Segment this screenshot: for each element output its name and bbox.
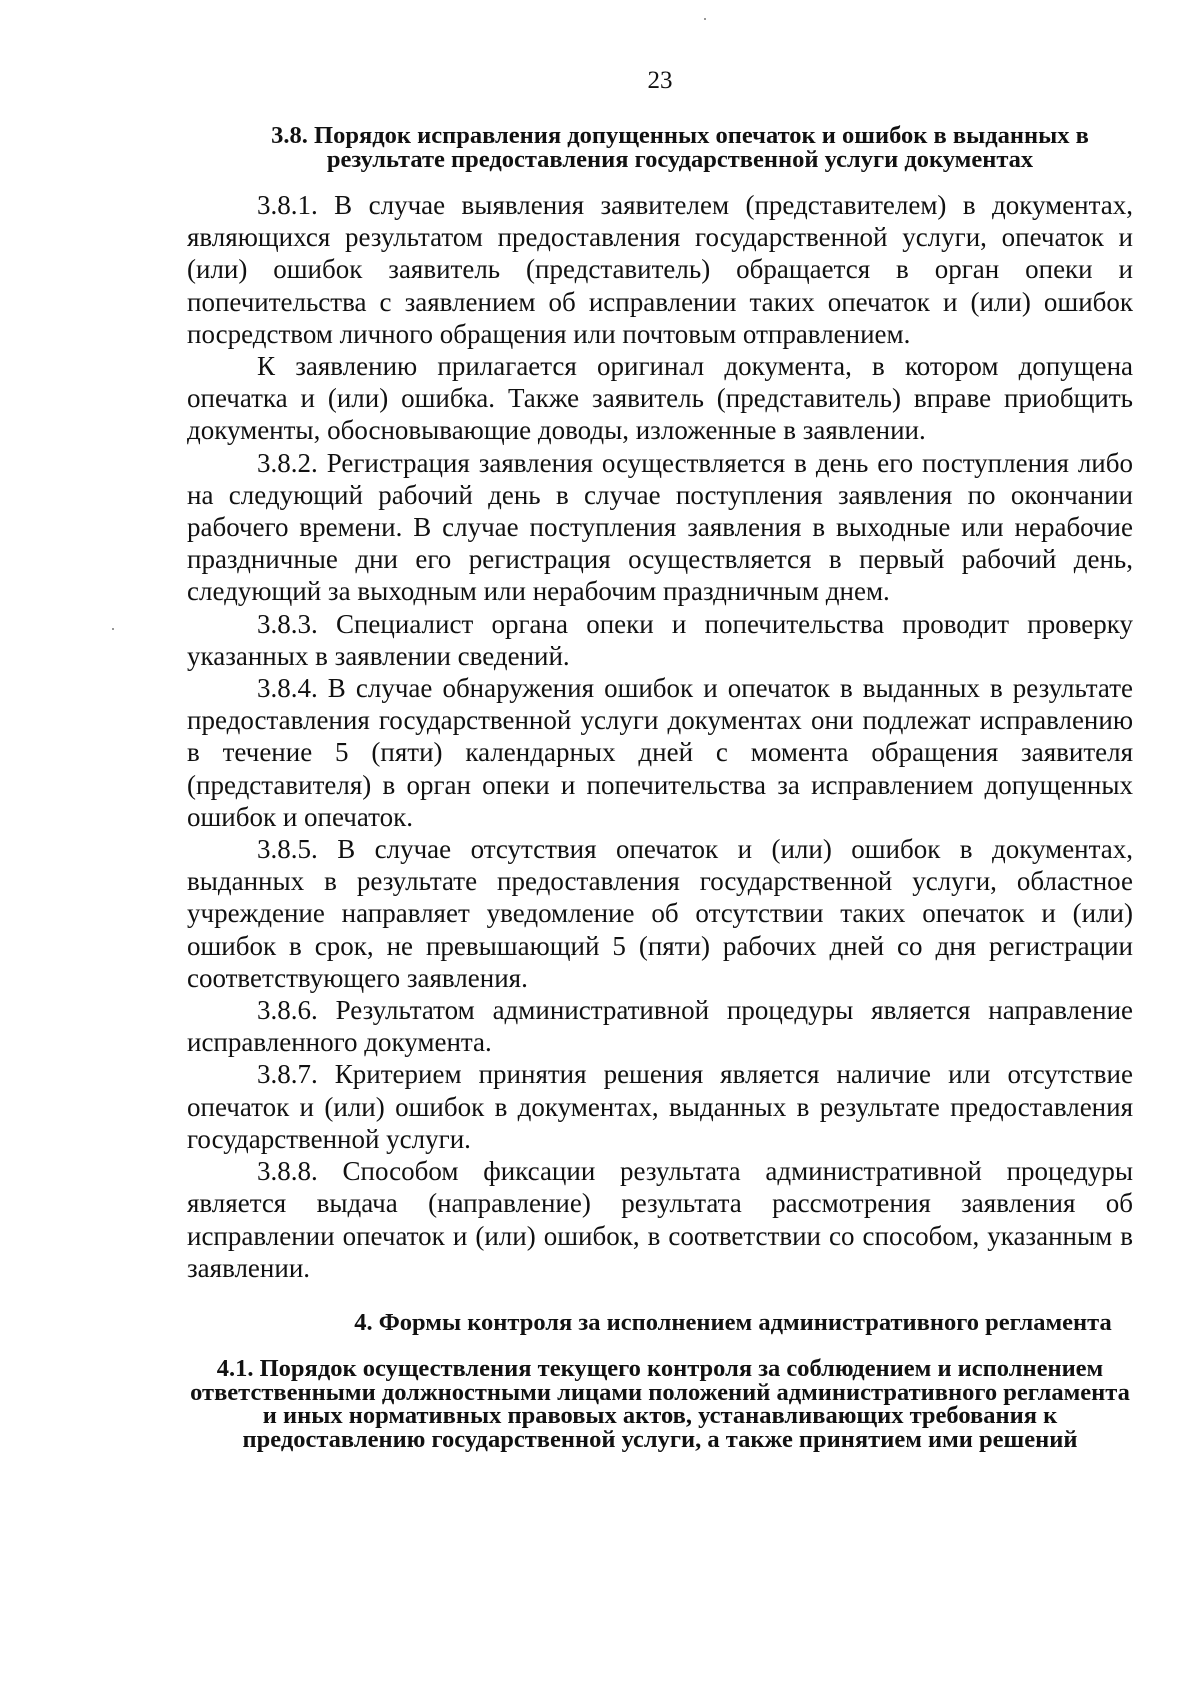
paragraph-3-8-7: 3.8.7. Критерием принятия решения является наличие или отсутствие опечаток и (или) ошибок в документах, выданных в результате предоставления государственной услуги. xyxy=(187,1059,1133,1154)
paragraph-attachment: К заявлению прилагается оригинал документа, в котором допущена опечатка и (или) ошибка. Также заявитель (представитель) вправе приобщить документы, обосновывающие доводы, изложенные в заявлении. xyxy=(187,351,1133,446)
paragraph-3-8-1: 3.8.1. В случае выявления заявителем (представителем) в документах, являющихся результатом предоставления государственной услуги, опечаток и (или) ошибок заявитель (представитель) обращается в орган опеки и попечительства с заявлением об исправлении таких опечаток и (или) ошибок посредством личного обращения или почтовым отправлением. xyxy=(187,190,1133,349)
page-number: 23 xyxy=(647,67,673,94)
paragraph-3-8-6: 3.8.6. Результатом административной процедуры является направление исправленного документа. xyxy=(187,995,1133,1058)
paragraph-3-8-3: 3.8.3. Специалист органа опеки и попечительства проводит проверку указанных в заявлении сведений. xyxy=(187,608,1133,671)
section-3-8-heading: 3.8. Порядок исправления допущенных опечаток и ошибок в выданных в результате предоставления государственной услуги документах xyxy=(271,122,1089,173)
paragraph-3-8-8: 3.8.8. Способом фиксации результата административной процедуры является выдача (направление) результата рассмотрения заявления об исправлении опечаток и (или) ошибок, в соответствии со способом, указанным в заявлении. xyxy=(187,1156,1133,1283)
scan-speck xyxy=(704,18,706,20)
paragraph-3-8-5: 3.8.5. В случае отсутствия опечаток и (или) ошибок в документах, выданных в результате предоставления государственной услуги, областное учреждение направляет уведомление об отсутствии таких опечаток и (или) ошибок в срок, не превышающий 5 (пяти) рабочих дней со дня регистрации соответствующего заявления. xyxy=(187,834,1133,993)
document-body xyxy=(187,124,1133,1451)
scan-speck xyxy=(112,628,114,630)
section-4-heading: 4. Формы контроля за исполнением административного регламента xyxy=(354,1308,1112,1336)
paragraph-3-8-2: 3.8.2. Регистрация заявления осуществляется в день его поступления либо на следующий рабочий день в случае поступления заявления по окончании рабочего времени. В случае поступления заявления в выходные или нерабочие праздничные дни его регистрация осуществляется в первый рабочий день, следующий за выходным или нерабочим праздничным днем. xyxy=(187,447,1133,607)
section-4-1-heading: 4.1. Порядок осуществления текущего контроля за соблюдением и исполнением ответственными должностными лицами положений административного регламента и иных нормативных правовых актов, устанавливающих требования к предоставлению государственной услуги, а также принятием ими решений xyxy=(190,1355,1130,1453)
paragraph-3-8-4: 3.8.4. В случае обнаружения ошибок и опечаток в выданных в результате предоставления государственной услуги документах они подлежат исправлению в течение 5 (пяти) календарных дней с момента обращения заявителя (представителя) в орган опеки и попечительства за исправлением допущенных ошибок и опечаток. xyxy=(187,673,1133,832)
